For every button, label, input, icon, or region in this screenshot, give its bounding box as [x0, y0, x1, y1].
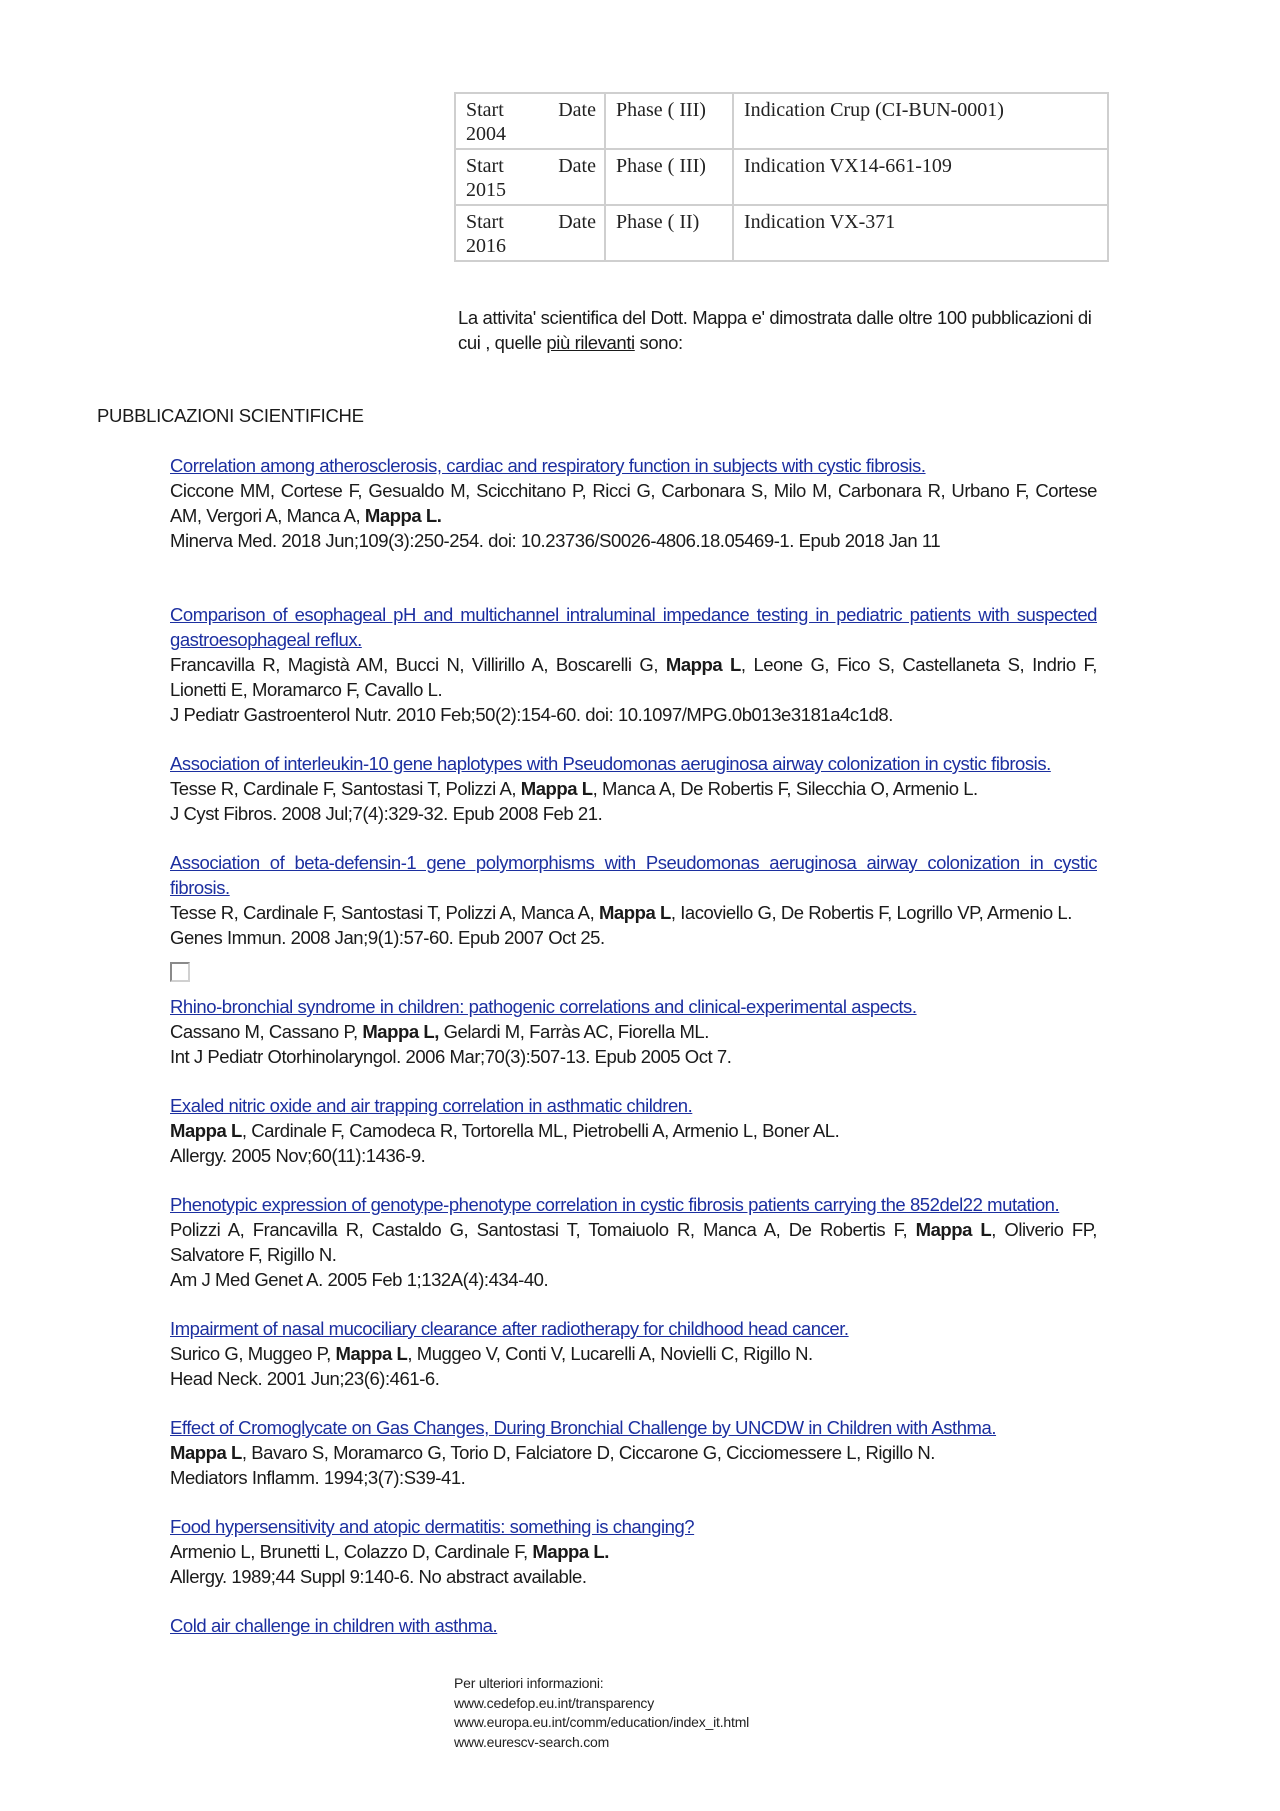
publication-title-link[interactable]: Correlation among atherosclerosis, cardiac and respiratory function in subjects with cystic fibrosis. — [170, 455, 926, 476]
trial-year: 2016 — [466, 235, 506, 257]
publication-item — [170, 1415, 1097, 1490]
trial-phase: Phase ( III) — [605, 149, 733, 205]
trial-row — [455, 205, 1108, 261]
publication-item — [170, 1093, 1097, 1168]
intro-paragraph — [458, 305, 1098, 355]
trial-date-label: Date — [558, 211, 596, 233]
publication-title-link[interactable]: Food hypersensitivity and atopic dermatitis: something is changing? — [170, 1516, 695, 1537]
footer-link[interactable]: www.eurescv-search.com — [454, 1733, 610, 1750]
highlighted-author: Mappa L. — [532, 1541, 609, 1562]
publication-citation: Minerva Med. 2018 Jun;109(3):250-254. doi: 10.23736/S0026-4806.18.05469-1. Epub 2018 Jan 11 — [170, 530, 941, 551]
publication-authors: Mappa L, Bavaro S, Moramarco G, Torio D, Falciatore D, Ciccarone G, Cicciomessere L, Rigillo N. — [170, 1442, 935, 1463]
publication-authors: Tesse R, Cardinale F, Santostasi T, Polizzi A, Mappa L, Manca A, De Robertis F, Silecchia O, Armenio L. — [170, 778, 978, 799]
publication-title-link[interactable]: Association of interleukin-10 gene haplotypes with Pseudomonas aeruginosa airway colonization in cystic fibrosis. — [170, 753, 1051, 774]
publication-citation: Int J Pediatr Otorhinolaryngol. 2006 Mar;70(3):507-13. Epub 2005 Oct 7. — [170, 1046, 732, 1067]
publication-item — [170, 1316, 1097, 1391]
publication-item — [170, 1613, 1097, 1638]
trial-row — [455, 149, 1108, 205]
trial-indication: Indication VX-371 — [733, 205, 1108, 261]
publication-authors: Polizzi A, Francavilla R, Castaldo G, Santostasi T, Tomaiuolo R, Manca A, De Robertis F, Mappa L, Oliverio FP, Salvatore F, Rigillo N. — [170, 1219, 1097, 1265]
publication-title-link[interactable]: Effect of Cromoglycate on Gas Changes, During Bronchial Challenge by UNCDW in Children with Asthma. — [170, 1417, 997, 1438]
publication-citation: J Pediatr Gastroenterol Nutr. 2010 Feb;50(2):154-60. doi: 10.1097/MPG.0b013e3181a4c1d8. — [170, 704, 893, 725]
publication-item — [170, 1514, 1097, 1589]
publication-citation: Allergy. 2005 Nov;60(11):1436-9. — [170, 1145, 426, 1166]
highlighted-author: Mappa L. — [364, 505, 442, 526]
publication-title-link[interactable]: Phenotypic expression of genotype-phenotype correlation in cystic fibrosis patients carrying the 852del22 mutation. — [170, 1194, 1060, 1215]
highlighted-author: Mappa L, — [362, 1021, 439, 1042]
footer-link[interactable]: www.europa.eu.int/comm/education/index_it.html — [454, 1714, 750, 1730]
publication-item — [170, 850, 1097, 950]
trial-date-label: Date — [558, 99, 596, 121]
publication-authors: Mappa L, Cardinale F, Camodeca R, Tortorella ML, Pietrobelli A, Armenio L, Boner AL. — [170, 1120, 840, 1141]
trial-start-label: Start — [466, 211, 504, 233]
publication-title-link[interactable]: Impairment of nasal mucociliary clearance after radiotherapy for childhood head cancer. — [170, 1318, 849, 1339]
trial-year: 2015 — [466, 179, 506, 201]
publication-citation: Genes Immun. 2008 Jan;9(1):57-60. Epub 2007 Oct 25. — [170, 927, 605, 948]
intro-text: La attivita' scientifica del Dott. Mappa e' dimostrata dalle oltre 100 pubblicazioni di cui , quelle — [458, 307, 1092, 353]
highlighted-author: Mappa L — [598, 902, 671, 923]
trial-date-label: Date — [558, 155, 596, 177]
intro-text-end: sono: — [634, 332, 683, 353]
highlighted-author: Mappa L — [170, 1442, 242, 1463]
trial-start-label: Start — [466, 155, 504, 177]
publication-authors: Cassano M, Cassano P, Mappa L, Gelardi M, Farràs AC, Fiorella ML. — [170, 1021, 709, 1042]
publication-list — [170, 453, 1097, 1638]
footer — [454, 1674, 749, 1752]
publication-item — [170, 602, 1097, 727]
publication-title-link[interactable]: Comparison of esophageal pH and multichannel intraluminal impedance testing in pediatric patients with suspected gastroesophageal reflux. — [170, 604, 1097, 650]
trials-table — [454, 92, 1109, 262]
publication-title-link[interactable]: Rhino-bronchial syndrome in children: pathogenic correlations and clinical-experimental aspects. — [170, 996, 917, 1017]
trial-indication: Indication VX14-661-109 — [733, 149, 1108, 205]
trial-start-cell — [455, 149, 605, 205]
trial-start-cell — [455, 93, 605, 149]
trial-start-label: Start — [466, 99, 504, 121]
section-heading: PUBBLICAZIONI SCIENTIFICHE — [97, 405, 364, 426]
highlighted-author: Mappa L — [520, 778, 593, 799]
publication-title-link[interactable]: Cold air challenge in children with asthma. — [170, 1615, 498, 1636]
footer-label: Per ulteriori informazioni: — [454, 1675, 604, 1691]
highlighted-author: Mappa L — [170, 1120, 242, 1141]
publication-authors: Surico G, Muggeo P, Mappa L, Muggeo V, Conti V, Lucarelli A, Novielli C, Rigillo N. — [170, 1343, 813, 1364]
publication-citation: Am J Med Genet A. 2005 Feb 1;132A(4):434-40. — [170, 1269, 549, 1290]
publication-citation: Mediators Inflamm. 1994;3(7):S39-41. — [170, 1467, 466, 1488]
publication-item — [170, 1192, 1097, 1292]
trial-phase: Phase ( II) — [605, 205, 733, 261]
publication-authors: Ciccone MM, Cortese F, Gesualdo M, Scicchitano P, Ricci G, Carbonara S, Milo M, Carbonara R, Urbano F, Cortese AM, Vergori A, Manca A, Mappa L. — [170, 480, 1097, 526]
trial-phase: Phase ( III) — [605, 93, 733, 149]
publication-citation: J Cyst Fibros. 2008 Jul;7(4):329-32. Epub 2008 Feb 21. — [170, 803, 603, 824]
footer-link[interactable]: www.cedefop.eu.int/transparency — [454, 1694, 655, 1711]
trial-row — [455, 93, 1108, 149]
publication-authors: Armenio L, Brunetti L, Colazzo D, Cardinale F, Mappa L. — [170, 1541, 609, 1562]
publication-item — [170, 751, 1097, 826]
highlighted-author: Mappa L — [335, 1343, 408, 1364]
publication-item — [170, 994, 1097, 1069]
trial-indication: Indication Crup (CI-BUN-0001) — [733, 93, 1108, 149]
publication-item — [170, 453, 1097, 553]
checkbox-icon[interactable] — [170, 962, 190, 982]
publication-title-link[interactable]: Association of beta-defensin-1 gene polymorphisms with Pseudomonas aeruginosa airway colonization in cystic fibrosis. — [170, 852, 1097, 898]
publication-authors: Tesse R, Cardinale F, Santostasi T, Polizzi A, Manca A, Mappa L, Iacoviello G, De Robertis F, Logrillo VP, Armenio L. — [170, 902, 1072, 923]
trial-start-cell — [455, 205, 605, 261]
highlighted-author: Mappa L — [915, 1219, 992, 1240]
publication-citation: Head Neck. 2001 Jun;23(6):461-6. — [170, 1368, 440, 1389]
publication-citation: Allergy. 1989;44 Suppl 9:140-6. No abstract available. — [170, 1566, 587, 1587]
highlighted-author: Mappa L — [665, 654, 741, 675]
intro-underlined: più rilevanti — [546, 332, 635, 353]
publication-authors: Francavilla R, Magistà AM, Bucci N, Villirillo A, Boscarelli G, Mappa L, Leone G, Fico S, Castellaneta S, Indrio F, Lionetti E, Moramarco F, Cavallo L. — [170, 654, 1097, 700]
publication-title-link[interactable]: Exaled nitric oxide and air trapping correlation in asthmatic children. — [170, 1095, 693, 1116]
trial-year: 2004 — [466, 123, 506, 145]
